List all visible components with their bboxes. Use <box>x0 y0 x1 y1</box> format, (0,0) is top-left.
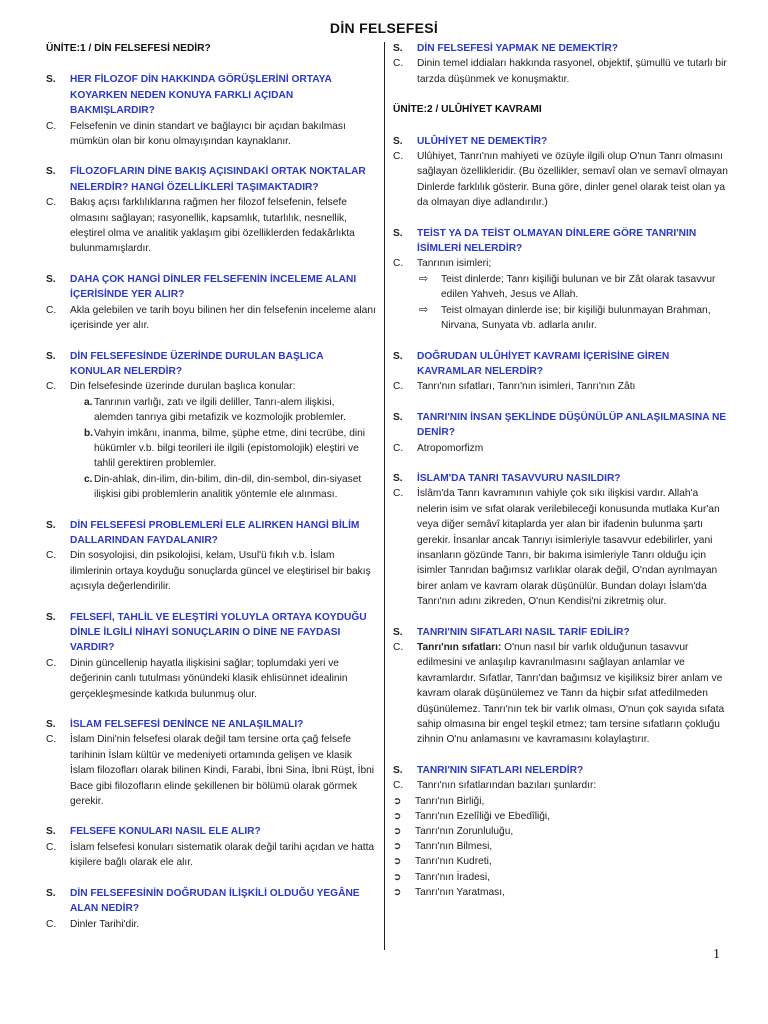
column-divider <box>384 42 385 950</box>
question-text: FELSEFİ, TAHLİL VE ELEŞTİRİ YOLUYLA ORTAYA KOYDUĞU DİNLE İLGİLİ NİHAYİ SONUÇLARIN O DİNE NE FAYDASI VARDIR? <box>70 611 367 654</box>
qa-item <box>46 349 376 503</box>
qa-item <box>46 518 376 595</box>
qa-item <box>46 717 376 809</box>
answer-text: Felsefenin ve dinin standart ve bağlayıcı bir açıdan bakılması mümkün olan bir konu olmayışından kaynaklanır. <box>70 120 346 148</box>
answer-label: C. <box>393 442 404 454</box>
answer-text: Akla gelebilen ve tarih boyu bilinen her din felsefenin inceleme alanı içerisinde yer alır. <box>70 304 376 332</box>
sub-text: Tanrının varlığı, zatı ve ilgili deliller, Tanrı-alem ilişkisi, alemden tanrıya gibi metafizik ve kozmolojik problemler. <box>94 396 346 424</box>
bullet-text: Tanrı'nın Ezelîliği ve Ebedîliği, <box>415 810 551 822</box>
question-label: S. <box>393 350 403 362</box>
answer-label: C. <box>393 151 404 163</box>
answer-label: C. <box>46 381 57 393</box>
question-label: S. <box>46 166 56 178</box>
question-label: S. <box>393 472 403 484</box>
qa-item <box>46 72 376 149</box>
question-label: S. <box>393 411 403 423</box>
question-text: HER FİLOZOF DİN HAKKINDA GÖRÜŞLERİNİ ORTAYA KOYARKEN NEDEN KONUYA FARKLI AÇIDAN BAKMIŞLARDIR? <box>70 74 332 117</box>
answer-text: Tanrının isimleri; <box>417 258 492 270</box>
question-text: TANRI'NIN İNSAN ŞEKLİNDE DÜŞÜNÜLÜP ANLAŞILMASINA NE DENİR? <box>417 411 727 439</box>
question-text: DİN FELSEFESİNİN DOĞRUDAN İLİŞKİLİ OLDUĞU YEGÂNE ALAN NEDİR? <box>70 887 360 915</box>
answer-term: Tanrı'nın sıfatları: <box>417 642 502 653</box>
bullet-text: Tanrı'nın İradesi, <box>415 871 490 883</box>
arrow-item <box>417 272 731 303</box>
sub-text: Vahyin imkânı, inanma, bilme, şüphe etme, dini tecrübe, dini hükümler v.b. bilgi teorileri ile ilgili (epistomolojik) eleştiri ve tahlil gerektiren problemler. <box>94 427 366 470</box>
bullet-item <box>393 824 731 839</box>
question-label: S. <box>393 626 403 638</box>
question-text: DİN FELSEFESİNDE ÜZERİNDE DURULAN BAŞLICA KONULAR NELERDİR? <box>70 350 324 377</box>
question-label: S. <box>46 719 56 731</box>
qa-item <box>46 272 376 334</box>
answer-label: C. <box>393 780 404 792</box>
question-label: S. <box>46 826 56 838</box>
answer-label: C. <box>46 841 57 853</box>
sub-item <box>70 472 376 503</box>
qa-item <box>393 625 731 748</box>
answer-label: C. <box>46 550 57 562</box>
question-text: DOĞRUDAN ULÛHİYET KAVRAMI İÇERİSİNE GİREN KAVRAMLAR NELERDİR? <box>417 350 670 377</box>
bullet-text: Tanrı'nın Bilmesi, <box>415 841 493 853</box>
answer-text: Din felsefesinde üzerinde durulan başlıca konular: <box>70 381 296 393</box>
answer-label: C. <box>46 197 57 209</box>
sub-item <box>70 395 376 426</box>
answer-text: Tanrı'nın sıfatları, Tanrı'nın isimleri, Tanrı'nın Zâtı <box>417 381 636 393</box>
arrow-right-icon: ⇨ <box>419 303 429 316</box>
sub-marker: a. <box>84 396 93 408</box>
qa-item <box>393 134 731 211</box>
bullet-item <box>393 839 731 854</box>
answer-text: İslam Dini'nin felsefesi olarak değil tam tersine orta çağ felsefe tarihinin İslam kültür ve medeniyeti ortamında gelişen ve klasik İslam filozofları olarak bilinen Kindi, Farabi, İbni Sina, İbni Rüşt, İbni Bace gibi filozofların elinde şekillenen bir bölümü olarak görmek gerekir. <box>70 734 375 808</box>
arrow-text: Teist olmayan dinlerde ise; bir kişiliği bulunmayan Brahman, Nirvana, Sunyata vb. adlarla anılır. <box>441 304 711 332</box>
bullet-text: Tanrı'nın Kudreti, <box>415 856 492 868</box>
arrow-bullet-icon: ➲ <box>393 856 402 868</box>
page-title: DİN FELSEFESİ <box>329 20 439 36</box>
bullet-item <box>393 870 731 885</box>
question-text: FİLOZOFLARIN DİNE BAKIŞ AÇISINDAKİ ORTAK NOKTALAR NELERDİR? HANGİ ÖZELLİKLERİ TAŞIMAKTADIR? <box>70 166 366 193</box>
bullet-item <box>393 809 731 824</box>
question-label: S. <box>46 350 56 362</box>
question-text: İSLAM'DA TANRI TASAVVURU NASILDIR? <box>417 472 621 484</box>
answer-text: O'nun nasıl bir varlık olduğunun tasavvur edilmesini ve anlaşılıp kavranılmasını sağlayan anlamlar ve kavramlardır. Sıfatlar, Tanrı'dan bağımsız ve kişiliksiz birer anlam ve kavram olarak düşünülemez ve Tanrı da hiçbir sıfat atfedilmeden düşünülemez. Tanrı'nın tek bir varlık olması, O'nun çok sayıda sıfata sahip olmasına bir engel teşkil etmez; tam tersine sıfatların çokluğu zihnin O'nu anlamasını ve kavramasını kolaylaştırır. <box>417 642 725 746</box>
unit-heading: ÜNİTE:2 / ULÛHİYET KAVRAMI <box>393 104 542 116</box>
page-number: 1 <box>713 947 720 962</box>
qa-item <box>393 226 731 334</box>
answer-text: İslam felsefesi konuları sistematik olarak değil tarihi açıdan ve hatta kişilere bağlı olarak ele alır. <box>70 841 375 869</box>
qa-item <box>46 164 376 256</box>
arrow-item <box>417 303 731 334</box>
qa-item <box>393 763 731 900</box>
qa-item <box>393 410 731 456</box>
answer-label: C. <box>46 734 57 746</box>
question-text: İSLAM FELSEFESİ DENİNCE NE ANLAŞILMALI? <box>70 719 304 731</box>
question-label: S. <box>46 611 56 623</box>
qa-item <box>393 41 731 87</box>
answer-label: C. <box>393 381 404 393</box>
question-label: S. <box>393 764 403 776</box>
question-text: DİN FELSEFESİ PROBLEMLERİ ELE ALIRKEN HANGİ BİLİM DALLARINDAN FAYDALANIR? <box>70 519 360 546</box>
answer-label: C. <box>393 642 404 653</box>
bullet-item <box>393 794 731 809</box>
answer-text: Bakış açısı farklılıklarına rağmen her filozof felsefenin, felsefe olmasını sağlayan; rasyonellik, kapsamlık, tutarlılık, nesnellik, eleştirel olma ve analitik yaklaşım gibi özelliklerden fedakârlıkta bulunmamışlardır. <box>70 197 355 255</box>
question-label: S. <box>46 887 56 899</box>
question-text: TEİST YA DA TEİST OLMAYAN DİNLERE GÖRE TANRI'NIN İSİMLERİ NELERDİR? <box>417 227 697 255</box>
question-text: ULÛHİYET NE DEMEKTİR? <box>417 135 548 147</box>
answer-text: Dinler Tarihi'dir. <box>70 918 140 930</box>
question-text: DİN FELSEFESİ YAPMAK NE DEMEKTİR? <box>417 43 618 54</box>
qa-item <box>46 824 376 870</box>
qa-item <box>393 471 731 610</box>
answer-text: Din sosyolojisi, din psikolojisi, kelam, Usul'ü fıkıh v.b. İslam ilimlerinin ortaya koyduğu sonuçlarda güncel ve eleştirisel bir bakış açısıyla değerlendirilir. <box>70 550 371 593</box>
bullet-text: Tanrı'nın Yaratması, <box>415 886 505 898</box>
answer-text: İslâm'da Tanrı kavramının vahiyle çok sıkı ilişkisi vardır. Allah'a nelerin isim ve sıfat olarak verilebileceği konusunda mutlaka Kur'an veya diğer semâvî kitaplarda yer alan bir ifadenin bulunma şartı gerekir. İnsanlar ancak Tanrıyı isimleriyle tasavvur edebilirler, yani insanların gözünde Tanrı, bir bakıma isimleriyle Tanrı olduğu için isimler Tanrıdan bağımsız varlıklar olarak değil, O'ndan ayrılmayan birer anlam ve kavram olarak düşünülür. Bundan dolayı İslam'da Tanrı'nın adını zikreden, O'nun Kendisi'ni zikretmiş olur. <box>417 488 720 608</box>
answer-label: C. <box>46 657 57 669</box>
right-column <box>393 41 731 915</box>
qa-item <box>393 349 731 395</box>
sub-text: Din-ahlak, din-ilim, din-bilim, din-dil, din-sembol, din-siyaset ilişkisi gibi problemlerin analitik yöntemle ele alınması. <box>94 473 362 501</box>
answer-label: C. <box>46 120 57 132</box>
answer-label: C. <box>46 304 57 316</box>
question-label: S. <box>393 227 403 239</box>
question-label: S. <box>46 74 56 86</box>
arrow-bullet-icon: ➲ <box>393 810 402 822</box>
question-label: S. <box>393 43 403 54</box>
sub-marker: c. <box>84 473 93 485</box>
answer-label: C. <box>393 488 404 500</box>
question-text: TANRI'NIN SIFATLARI NELERDİR? <box>417 764 584 776</box>
question-text: DAHA ÇOK HANGİ DİNLER FELSEFENİN İNCELEME ALANI İÇERİSİNDE YER ALIR? <box>70 273 357 301</box>
answer-text: Ulûhiyet, Tanrı'nın mahiyeti ve özüyle ilgili olup O'nun Tanrı olmasını sağlayan özellikleridir. (Bu özellikler, semavî olan ve semavî olmayan Dinlerde farklılık gösterir. Buna göre, dinler genel olarak teist olan ya da olmayan diye adlandırılır.) <box>417 151 728 209</box>
arrow-bullet-icon: ➲ <box>393 826 402 838</box>
bullet-item <box>393 885 731 900</box>
bullet-text: Tanrı'nın Birliği, <box>415 795 485 807</box>
left-column <box>46 41 376 947</box>
arrow-bullet-icon: ➲ <box>393 871 402 883</box>
answer-label: C. <box>393 258 404 270</box>
question-text: FELSEFE KONULARI NASIL ELE ALIR? <box>70 826 261 838</box>
unit-heading: ÜNİTE:1 / DİN FELSEFESİ NEDİR? <box>46 43 211 54</box>
arrow-text: Teist dinlerde; Tanrı kişiliği bulunan ve bir Zât olarak tasavvur edilen Yahveh, Jesus ve Allah. <box>441 273 716 301</box>
answer-text: Tanrı'nın sıfatlarından bazıları şunlardır: <box>417 780 597 792</box>
question-label: S. <box>46 519 56 531</box>
answer-label: C. <box>393 58 404 70</box>
question-label: S. <box>46 273 56 285</box>
qa-item <box>46 886 376 932</box>
question-text: TANRI'NIN SIFATLARI NASIL TARİF EDİLİR? <box>417 626 630 638</box>
question-label: S. <box>393 135 403 147</box>
arrow-right-icon: ⇨ <box>419 272 429 285</box>
answer-label: C. <box>46 918 57 930</box>
arrow-bullet-icon: ➲ <box>393 841 402 853</box>
bullet-text: Tanrı'nın Zorunluluğu, <box>415 826 514 838</box>
answer-text: Dinin güncellenip hayatla ilişkisini sağlar; toplumdaki yeri ve değerinin canlı tutulması yönündeki klasik ehlisünnet idealinin gerçekleşmesinde katkıda bulunmuş olur. <box>70 657 348 700</box>
bullet-item <box>393 854 731 869</box>
arrow-bullet-icon: ➲ <box>393 886 402 898</box>
sub-marker: b. <box>84 427 94 439</box>
answer-text: Dinin temel iddiaları hakkında rasyonel, objektif, şümullü ve tutarlı bir tarzda düşünmek ve konuşmaktır. <box>417 58 727 85</box>
arrow-bullet-icon: ➲ <box>393 795 402 807</box>
answer-text: Atropomorfizm <box>417 442 484 454</box>
sub-item <box>70 426 376 472</box>
qa-item <box>46 610 376 702</box>
